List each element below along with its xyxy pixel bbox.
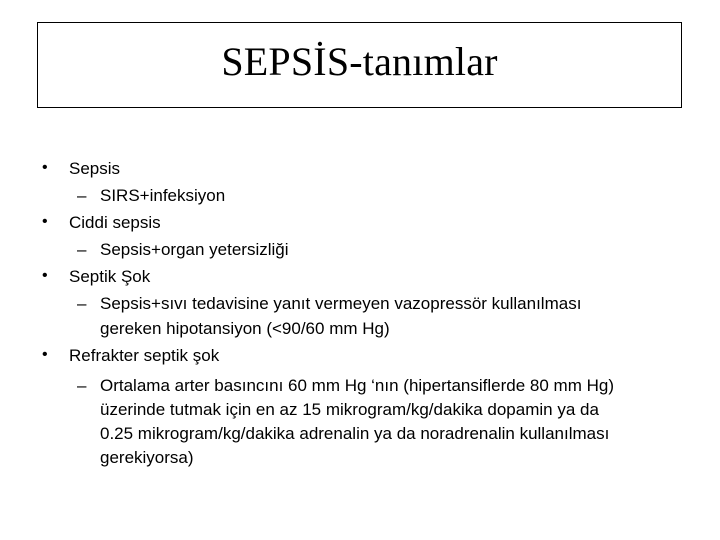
bullet-label-refrakter-septik-sok: Refrakter septik şok xyxy=(69,346,220,365)
sub-bullet-text: Sepsis+organ yetersizliği xyxy=(100,240,289,259)
sub-bullet-text: Ortalama arter basıncını 60 mm Hg ‘nın (hipertansiflerde 80 mm Hg) xyxy=(100,376,614,395)
sub-bullet-marker: – xyxy=(77,186,87,205)
sub-bullet-text: 0.25 mikrogram/kg/dakika adrenalin ya da noradrenalin kullanılması xyxy=(100,424,610,443)
sub-bullet-marker: – xyxy=(77,294,87,313)
bullet-marker: • xyxy=(42,346,48,363)
bullet-marker: • xyxy=(42,213,48,230)
bullet-label-septik-sok: Septik Şok xyxy=(69,267,151,286)
sub-bullet-marker: – xyxy=(77,240,87,259)
bullet-label-ciddi-sepsis: Ciddi sepsis xyxy=(69,213,161,232)
sub-bullet-text: gerekiyorsa) xyxy=(100,448,194,467)
sub-bullet-text: üzerinde tutmak için en az 15 mikrogram/kg/dakika dopamin ya da xyxy=(100,400,599,419)
slide-title: SEPSİS-tanımlar xyxy=(221,39,498,84)
sub-bullet-text: Sepsis+sıvı tedavisine yanıt vermeyen vazopressör kullanılması xyxy=(100,294,582,313)
bullet-label-sepsis: Sepsis xyxy=(69,159,121,178)
sub-bullet-text: gereken hipotansiyon (<90/60 mm Hg) xyxy=(100,319,390,338)
bullet-marker: • xyxy=(42,267,48,284)
sub-bullet-text: SIRS+infeksiyon xyxy=(100,186,226,205)
sub-bullet-marker: – xyxy=(77,376,87,395)
bullet-marker: • xyxy=(42,159,48,176)
